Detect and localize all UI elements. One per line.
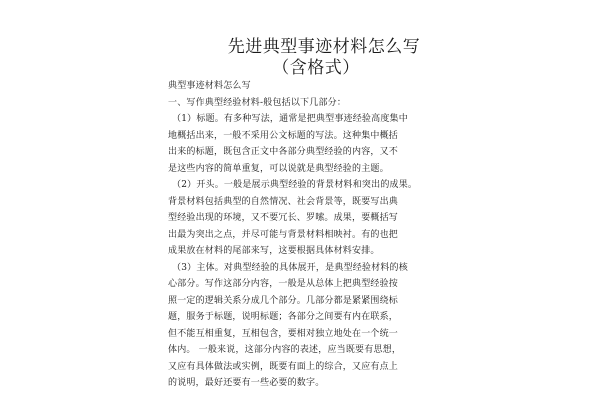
paragraph-line: 型经验出现的环境，又不要冗长、罗嗦。成果，要概括写 xyxy=(168,213,399,223)
subtitle-line: 典型事迹材料怎么写 xyxy=(168,81,251,91)
section-heading: 一、写作典型经验材料-般包括以下几部分： xyxy=(168,97,347,108)
paragraph-line: 出来的标题，既包含正文中各部分典型经验的内容，又不 xyxy=(168,147,399,157)
paragraph-line: 题，服务于标题，说明标题；各部分之间要有内在联系， xyxy=(168,312,399,322)
title-line-1: 先进典型事迹材料怎么写 xyxy=(227,37,421,57)
paragraph-line: 又应有具体做法或实例，既要有面上的综合，又应有点上 xyxy=(168,361,399,372)
paragraph-line: （1）标题。有多种写法，通常是把典型事迹经验高度集中 xyxy=(172,114,408,124)
paragraph-line: 成果放在材料的尾部来写，这要根据具体材料安排。 xyxy=(168,246,380,256)
paragraph-line: 但不能互相重复，互相包含，要相对独立地处在一个统一 xyxy=(168,328,399,339)
paragraph-line: （3）主体。对典型经验的具体展开，是典型经验材料的核 xyxy=(172,262,408,273)
paragraph-line: 照一定的逻辑关系分成几个部分。几部分都是紧紧围绕标 xyxy=(168,295,399,306)
paragraph-line: 背景材料包括典型的自然情况、社会背景等，既要写出典 xyxy=(168,196,399,207)
paragraph-line: （2）开头。一般是展示典型经验的背景材料和突出的成果。 xyxy=(172,180,418,190)
paragraph-line: 心部分。写作这部分内容，一般是从总体上把典型经验按 xyxy=(168,279,399,289)
paragraph-line: 体内。 一般来说，这部分内容的表述，应当既要有思想， xyxy=(168,345,402,355)
paragraph-line: 的说明，最好还要有一些必要的数字。 xyxy=(168,378,325,388)
title-line-2: （含格式） xyxy=(272,58,360,78)
paragraph-line: 是这些内容的简单重复，可以说就是典型经验的主题。 xyxy=(168,163,389,174)
paragraph-line: 地概括出来，一般不采用公文标题的写法。这种集中概括 xyxy=(168,130,399,141)
paragraph-line: 出最为突出之点，并尽可能与背景材料相映衬。有的也把 xyxy=(168,229,399,240)
document-body xyxy=(168,78,436,392)
document-title xyxy=(0,37,600,79)
